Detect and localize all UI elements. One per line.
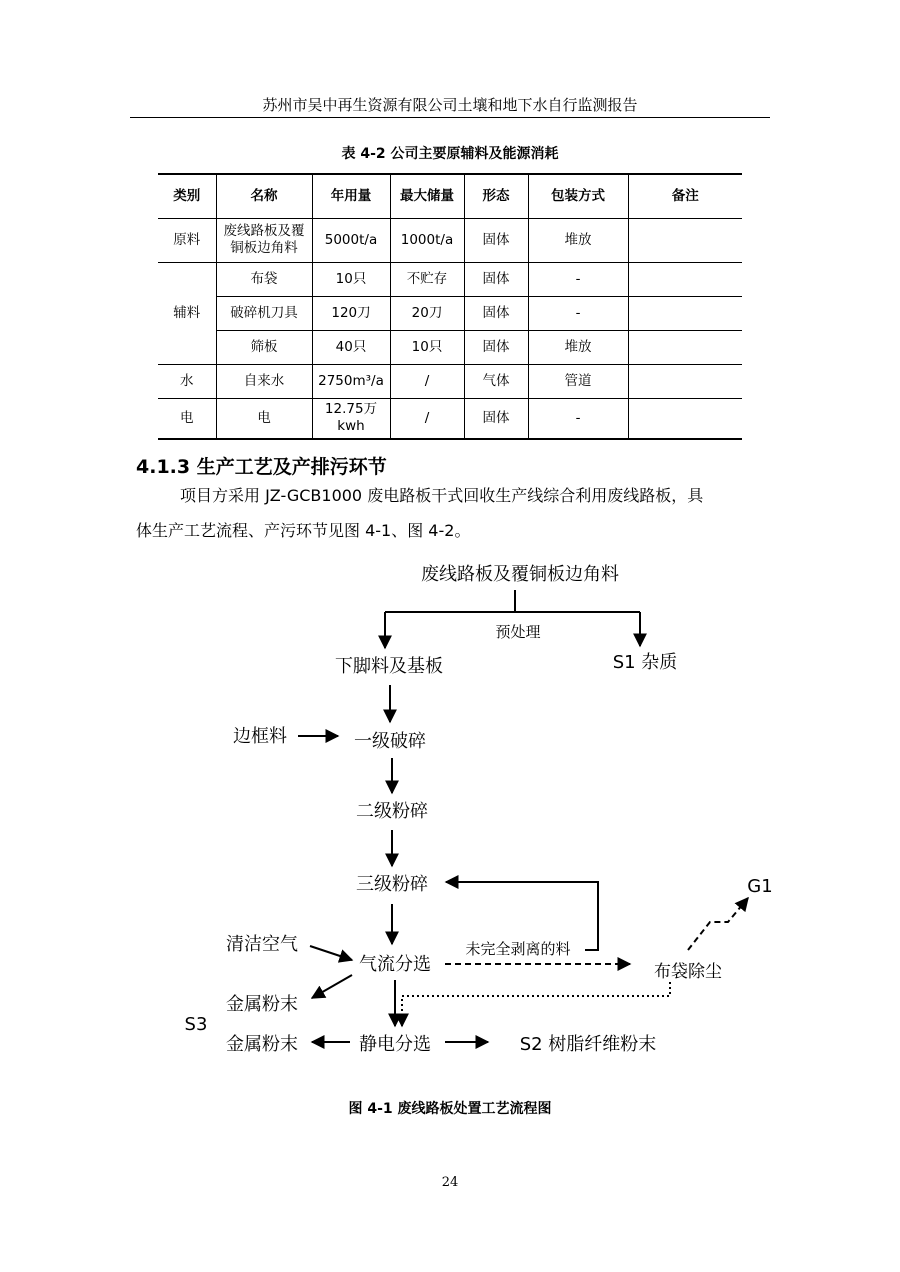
cell-note: [628, 218, 742, 262]
table-row: [158, 218, 742, 262]
cell-form: 固体: [464, 296, 528, 330]
cell-category: 电: [158, 398, 216, 439]
cell-note: [628, 364, 742, 398]
cell-note: [628, 296, 742, 330]
cell-note: [628, 262, 742, 296]
col-header: 形态: [464, 174, 528, 218]
cell-form: 固体: [464, 218, 528, 262]
table-row: [158, 330, 742, 364]
col-header: 最大储量: [390, 174, 464, 218]
node-base: 下脚料及基板: [335, 656, 443, 677]
node-frame: 边框料: [233, 726, 287, 747]
body-paragraph: 项目方采用 JZ-GCB1000 废电路板干式回收生产线综合利用废线路板，具: [180, 486, 704, 505]
cell-note: [628, 398, 742, 439]
cell-pack: -: [528, 262, 628, 296]
cell-name: 布袋: [216, 262, 312, 296]
materials-table: [158, 173, 742, 440]
cell-annual: 2750m³/a: [312, 364, 390, 398]
cell-category: 水: [158, 364, 216, 398]
cell-category: 辅料: [158, 262, 216, 364]
col-header: 年用量: [312, 174, 390, 218]
cell-max: 10只: [390, 330, 464, 364]
cell-form: 气体: [464, 364, 528, 398]
node-crush3: 三级粉碎: [356, 874, 428, 895]
cell-pack: 管道: [528, 364, 628, 398]
cell-pack: -: [528, 296, 628, 330]
cell-form: 固体: [464, 262, 528, 296]
table-caption: 表 4-2 公司主要原辅料及能源消耗: [341, 146, 559, 162]
label-pretreat: 预处理: [495, 623, 541, 641]
cell-max: 20刀: [390, 296, 464, 330]
cell-name: 筛板: [216, 330, 312, 364]
section-heading: 4.1.3 生产工艺及产排污环节: [136, 456, 387, 478]
label-incomplete: 未完全剥离的料: [465, 940, 571, 958]
node-clean-air: 清洁空气: [226, 934, 298, 955]
cell-pack: 堆放: [528, 218, 628, 262]
cell-note: [628, 330, 742, 364]
header-divider: [130, 117, 770, 118]
cell-name: 废线路板及覆铜板边角料: [216, 218, 312, 262]
cell-name: 电: [216, 398, 312, 439]
table-row: [158, 262, 742, 296]
cell-annual: 40只: [312, 330, 390, 364]
node-air-separation: 气流分选: [359, 954, 431, 975]
table-row: [158, 364, 742, 398]
node-static-separation: 静电分选: [359, 1034, 431, 1055]
node-s3: S3: [184, 1014, 208, 1035]
page-header: 苏州市吴中再生资源有限公司土壤和地下水自行监测报告: [262, 96, 638, 114]
node-crush2: 二级粉碎: [356, 801, 428, 822]
figure-caption: 图 4-1 废线路板处置工艺流程图: [348, 1101, 552, 1117]
cell-name: 自来水: [216, 364, 312, 398]
cell-max: 不贮存: [390, 262, 464, 296]
cell-annual: 120刀: [312, 296, 390, 330]
col-header: 备注: [628, 174, 742, 218]
col-header: 包装方式: [528, 174, 628, 218]
cell-category: 原料: [158, 218, 216, 262]
cell-pack: 堆放: [528, 330, 628, 364]
cell-annual: 5000t/a: [312, 218, 390, 262]
arrow: [312, 975, 352, 998]
col-header: 名称: [216, 174, 312, 218]
cell-pack: -: [528, 398, 628, 439]
node-crush1: 一级破碎: [354, 731, 426, 752]
cell-max: /: [390, 398, 464, 439]
dashed-arrow: [688, 898, 748, 950]
cell-max: 1000t/a: [390, 218, 464, 262]
table-header-row: [158, 174, 742, 218]
dotted-arrow: [402, 982, 670, 1026]
process-flowchart: [170, 550, 810, 1070]
cell-max: /: [390, 364, 464, 398]
node-s1: S1 杂质: [612, 652, 678, 673]
cell-name: 破碎机刀具: [216, 296, 312, 330]
cell-annual: 12.75万kwh: [312, 398, 390, 439]
col-header: 类别: [158, 174, 216, 218]
node-input: 废线路板及覆铜板边角料: [421, 564, 619, 585]
node-metal-powder-1: 金属粉末: [226, 994, 298, 1015]
node-g1: G1: [747, 876, 773, 897]
body-paragraph: 体生产工艺流程、产污环节见图 4-1、图 4-2。: [136, 521, 471, 540]
arrow: [310, 946, 352, 960]
cell-annual: 10只: [312, 262, 390, 296]
node-bag-dust: 布袋除尘: [654, 962, 722, 982]
cell-form: 固体: [464, 330, 528, 364]
table-row: [158, 398, 742, 439]
node-s2: S2 树脂纤维粉末: [519, 1034, 657, 1055]
cell-form: 固体: [464, 398, 528, 439]
table-row: [158, 296, 742, 330]
page-number: 24: [441, 1175, 459, 1190]
node-metal-powder-2: 金属粉末: [226, 1034, 298, 1055]
